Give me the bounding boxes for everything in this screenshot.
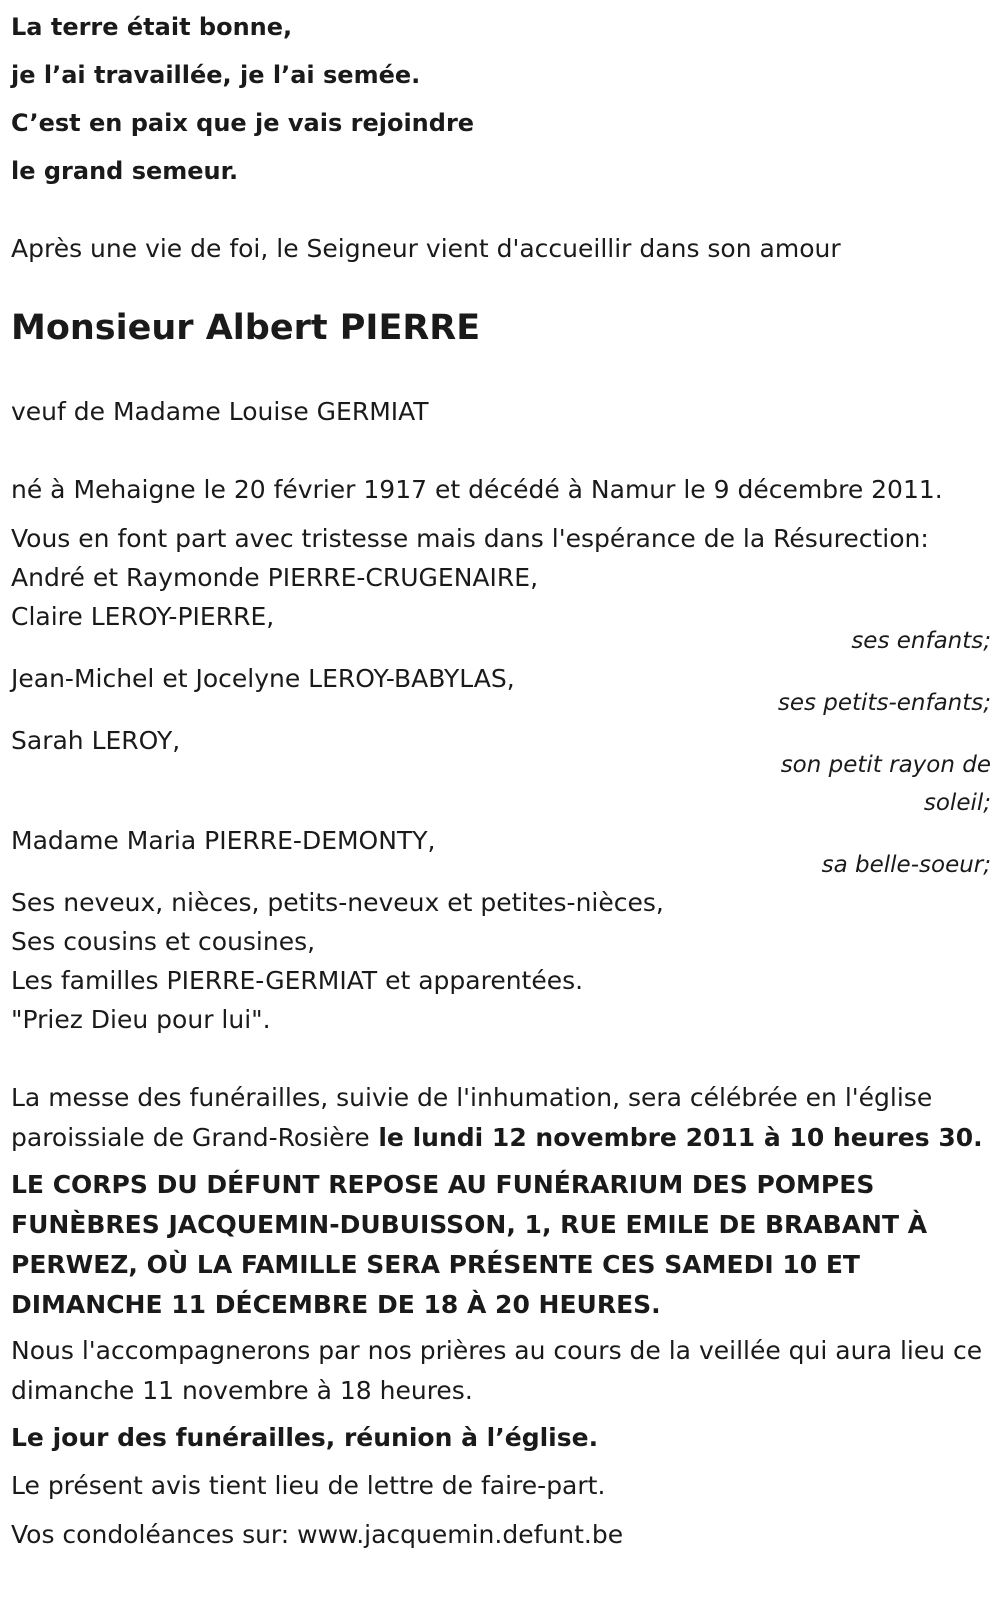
- family-nephews: Ses neveux, nièces, petits-neveux et petites-nièces,: [11, 888, 664, 917]
- family-families: Les familles PIERRE-GERMIAT et apparentées.: [11, 966, 584, 995]
- intro-text: Après une vie de foi, le Seigneur vient d'accueillir dans son amour: [11, 234, 841, 263]
- vigil-paragraph: Nous l'accompagnerons par nos prières au cours de la veillée qui aura lieu ce dimanche 11 novembre à 18 heures.: [11, 1336, 983, 1405]
- notice-text: Le présent avis tient lieu de lettre de faire-part.: [11, 1471, 606, 1500]
- family-children-2: Claire LEROY-PIERRE,: [11, 602, 275, 631]
- announce-text: Vous en font part avec tristesse mais dans l'espérance de la Résurection:: [11, 524, 929, 553]
- poem-line-3: C’est en paix que je vais rejoindre: [11, 109, 475, 137]
- poem-line-2: je l’ai travaillée, je l’ai semée.: [11, 61, 421, 89]
- family-ray: Sarah LEROY,: [11, 726, 181, 755]
- meeting-text: Le jour des funérailles, réunion à l’église.: [11, 1423, 599, 1452]
- birth-death-text: né à Mehaigne le 20 février 1917 et décédé à Namur le 9 décembre 2011.: [11, 475, 943, 504]
- mass-text: La messe des funérailles, suivie de l'inhumation, sera célébrée en l'église paroissiale de Grand-Rosière: [11, 1083, 933, 1152]
- family-cousins: Ses cousins et cousines,: [11, 927, 316, 956]
- condolences-text: Vos condoléances sur: www.jacquemin.defunt.be: [11, 1520, 624, 1549]
- family-sister-in-law: Madame Maria PIERRE-DEMONTY,: [11, 826, 436, 855]
- family-children-1: André et Raymonde PIERRE-CRUGENAIRE,: [11, 563, 539, 592]
- deceased-name: Monsieur Albert PIERRE: [11, 308, 481, 348]
- widow-text: veuf de Madame Louise GERMIAT: [11, 397, 429, 426]
- poem-line-4: le grand semeur.: [11, 157, 239, 185]
- family-grandchildren: Jean-Michel et Jocelyne LEROY-BABYLAS,: [11, 664, 515, 693]
- body-rest-paragraph: LE CORPS DU DÉFUNT REPOSE AU FUNÉRARIUM DES POMPES FUNÈBRES JACQUEMIN-DUBUISSON, 1, RUE EMILE DE BRABANT À PERWEZ, OÙ LA FAMILLE SERA PRÉSENTE CES SAMEDI 10 ET DIMANCHE 11 DÉCEMBRE DE 18 À 20 HEURES.: [11, 1170, 928, 1319]
- poem-line-1: La terre était bonne,: [11, 13, 293, 41]
- mass-paragraph: [11, 1078, 986, 1158]
- mass-date: le lundi 12 novembre 2011 à 10 heures 30.: [369, 1123, 983, 1152]
- ray-role-1: son petit rayon de: [780, 752, 991, 778]
- children-role: ses enfants;: [851, 628, 991, 654]
- ray-role-2: soleil;: [923, 790, 991, 816]
- pray-text: "Priez Dieu pour lui".: [11, 1005, 271, 1034]
- sister-in-law-role: sa belle-soeur;: [821, 852, 991, 878]
- grandchildren-role: ses petits-enfants;: [777, 690, 991, 716]
